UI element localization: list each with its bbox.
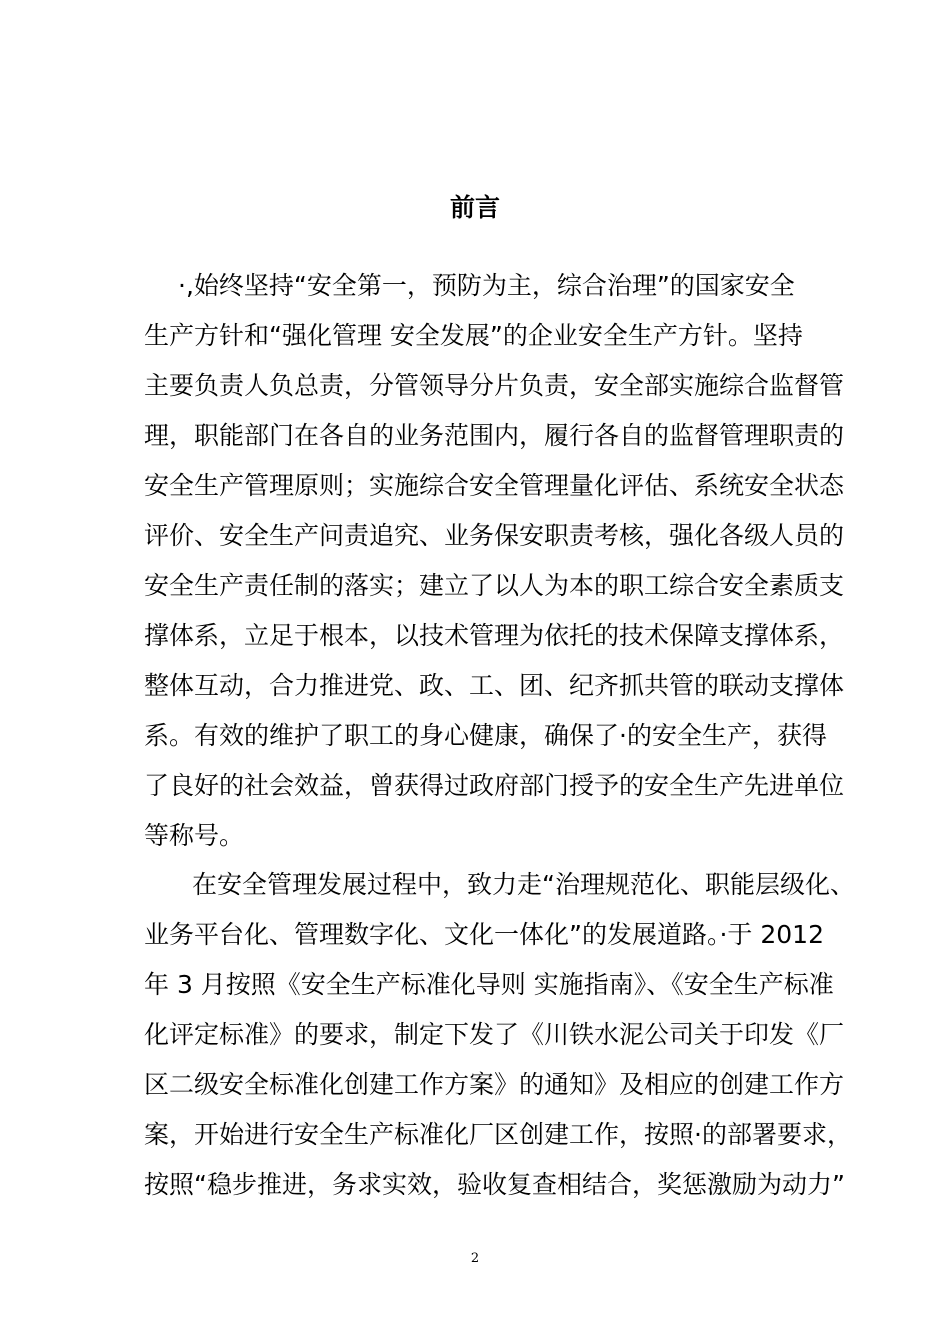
paragraph-line: 理，职能部门在各自的业务范围内，履行各自的监督管理职责的 (144, 421, 845, 450)
paragraph-line: 等称号。 (144, 821, 245, 850)
paragraph-line: 评价、安全生产问责追究、业务保安职责考核，强化各级人员的 (144, 521, 845, 550)
paragraph-line: 化评定标准》的要求，制定下发了《川铁水泥公司关于印发《厂 (144, 1020, 845, 1049)
paragraph-line: 系。有效的维护了职工的身心健康，确保了·的安全生产，获得 (144, 721, 827, 750)
paragraph-line: 安全生产管理原则；实施综合安全管理量化评估、系统安全状态 (144, 471, 845, 500)
paragraph-line: 整体互动，合力推进党、政、工、团、纪齐抓共管的联动支撑体 (144, 671, 845, 700)
paragraph-line: 撑体系，立足于根本，以技术管理为依托的技术保障支撑体系， (144, 621, 845, 650)
paragraph-line: 区二级安全标准化创建工作方案》的通知》及相应的创建工作方 (144, 1070, 845, 1099)
paragraph-line: 主要负责人负总责，分管领导分片负责，安全部实施综合监督管 (144, 371, 845, 400)
page-number: 2 (470, 1251, 480, 1266)
paragraph-line: 生产方针和“强化管理 安全发展”的企业安全生产方针。坚持 (144, 321, 803, 350)
paragraph-line: 年 3 月按照《安全生产标准化导则 实施指南》、《安全生产标准 (144, 970, 834, 999)
paragraph-line: 了良好的社会效益，曾获得过政府部门授予的安全生产先进单位 (144, 771, 845, 800)
paragraph-line: 安全生产责任制的落实；建立了以人为本的职工综合安全素质支 (144, 571, 845, 600)
paragraph-line: ·,始终坚持“安全第一，预防为主，综合治理”的国家安全 (178, 271, 795, 300)
paragraph-line: 业务平台化、管理数字化、文化一体化”的发展道路。·于 2012 (144, 920, 824, 949)
paragraph-line: 在安全管理发展过程中，致力走“治理规范化、职能层级化、 (192, 870, 855, 899)
paragraph-line: 按照“稳步推进，务求实效，验收复查相结合，奖惩激励为动力” (144, 1170, 845, 1199)
document-title: 前言 (449, 193, 500, 222)
paragraph-line: 案，开始进行安全生产标准化厂区创建工作，按照·的部署要求， (144, 1120, 852, 1149)
